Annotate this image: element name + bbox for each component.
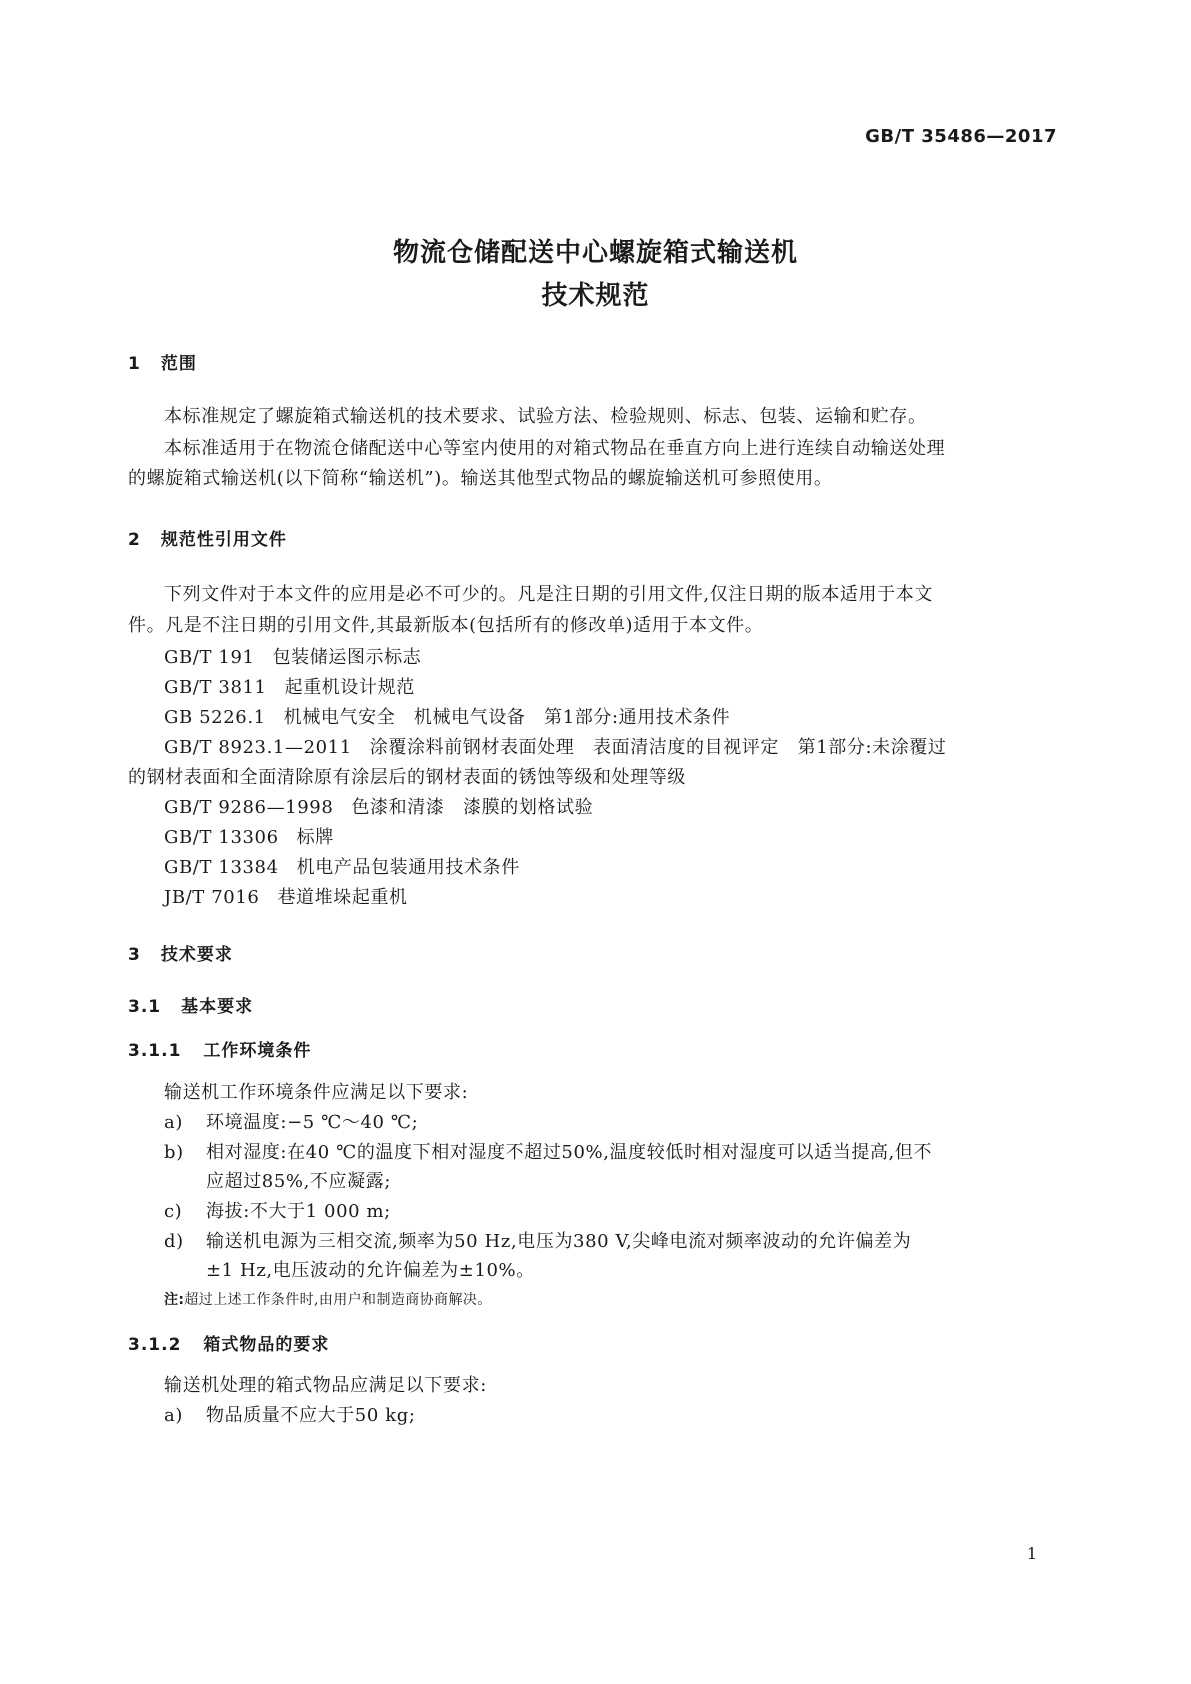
- subsection-heading-3-1: 3.1 基本要求: [128, 997, 254, 1017]
- reference-item: GB/T 13384 机电产品包装通用技术条件: [164, 857, 520, 878]
- paragraph-continuation: 的螺旋箱式输送机(以下简称“输送机”)。输送其他型式物品的螺旋输送机可参照使用。: [128, 468, 833, 489]
- paragraph: 本标准适用于在物流仓储配送中心等室内使用的对箱式物品在垂直方向上进行连续自动输送处理: [164, 438, 946, 459]
- note: 注:超过上述工作条件时,由用户和制造商协商解决。: [164, 1292, 492, 1308]
- paragraph: 下列文件对于本文件的应用是必不可少的。凡是注日期的引用文件,仅注日期的版本适用于本文: [164, 584, 933, 605]
- standard-code: GB/T 35486—2017: [865, 126, 1057, 147]
- document-title-line1: 物流仓储配送中心螺旋箱式输送机: [392, 238, 798, 268]
- subsection-heading-3-1-1: 3.1.1 工作环境条件: [128, 1041, 312, 1061]
- reference-item: GB/T 9286—1998 色漆和清漆 漆膜的划格试验: [164, 797, 594, 818]
- reference-item: GB/T 3811 起重机设计规范: [164, 677, 415, 698]
- page-number: 1: [1026, 1544, 1037, 1563]
- reference-continuation: 的钢材表面和全面清除原有涂层后的钢材表面的锈蚀等级和处理等级: [128, 767, 686, 788]
- subsection-heading-3-1-2: 3.1.2 箱式物品的要求: [128, 1335, 330, 1355]
- paragraph: 本标准规定了螺旋箱式输送机的技术要求、试验方法、检验规则、标志、包装、运输和贮存。: [164, 406, 927, 427]
- reference-item: GB/T 13306 标牌: [164, 827, 334, 848]
- list-item: d) 输送机电源为三相交流,频率为50 Hz,电压为380 V,尖峰电流对频率波动的允许偏差为: [164, 1231, 912, 1252]
- section-heading-3: 3 技术要求: [128, 945, 233, 965]
- reference-item: JB/T 7016 巷道堆垛起重机: [164, 887, 408, 908]
- list-item: a) 环境温度:−5 ℃～40 ℃;: [164, 1112, 419, 1133]
- list-item: a) 物品质量不应大于50 kg;: [164, 1405, 416, 1426]
- list-item-continuation: ±1 Hz,电压波动的允许偏差为±10%。: [206, 1260, 535, 1281]
- paragraph-continuation: 件。凡是不注日期的引用文件,其最新版本(包括所有的修改单)适用于本文件。: [128, 615, 764, 636]
- section-heading-1: 1 范围: [128, 354, 197, 374]
- paragraph: 输送机处理的箱式物品应满足以下要求:: [164, 1375, 487, 1396]
- reference-item: GB 5226.1 机械电气安全 机械电气设备 第1部分:通用技术条件: [164, 707, 731, 728]
- paragraph: 输送机工作环境条件应满足以下要求:: [164, 1082, 469, 1103]
- section-heading-2: 2 规范性引用文件: [128, 530, 287, 550]
- list-item-continuation: 应超过85%,不应凝露;: [206, 1171, 391, 1192]
- document-title-line2: 技术规范: [541, 281, 650, 311]
- reference-item: GB/T 8923.1—2011 涂覆涂料前钢材表面处理 表面清洁度的目视评定 第1部分:未涂覆过: [164, 737, 947, 758]
- list-item: b) 相对湿度:在40 ℃的温度下相对湿度不超过50%,温度较低时相对湿度可以适当提高,但不: [164, 1142, 933, 1163]
- list-item: c) 海拔:不大于1 000 m;: [164, 1201, 391, 1222]
- reference-item: GB/T 191 包装储运图示标志: [164, 647, 422, 668]
